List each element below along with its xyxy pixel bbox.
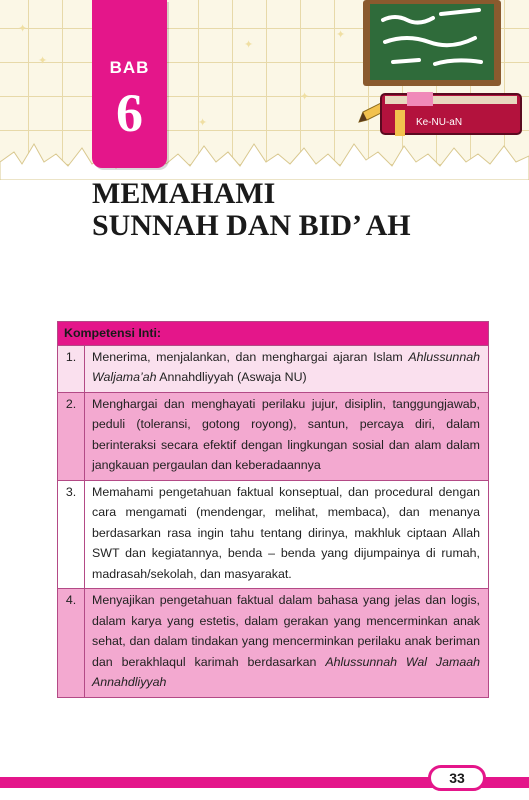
table-row [58, 589, 489, 698]
star-decoration: ✦ [38, 55, 48, 67]
row-text: Menghargai dan menghayati perilaku jujur, disiplin, tanggungjawab, peduli (toleransi, gotong royong), santun, percaya diri, dalam berinteraksi secara efektif dengan lingkungan sosial dan alam dalam jangkauan pergaulan dan keberadaannya [85, 392, 489, 480]
row-text-part: Menyajikan pengetahuan faktual dalam bahasa yang jelas dan logis, dalam karya yang estetis, dalam gerakan yang mencerminkan anak sehat, dan dalam tindakan yang mencerminkan perilaku anak beriman dan berakhlaqul karimah berdasarkan [92, 593, 480, 669]
star-decoration: ✦ [336, 29, 346, 41]
row-text-tail: Annahdliyyah (Aswaja NU) [156, 370, 307, 384]
star-decoration: ✦ [18, 23, 28, 35]
table-header-row [58, 322, 489, 346]
table-row [58, 345, 489, 392]
kompetensi-header: Kompetensi Inti: [58, 322, 489, 346]
kompetensi-inti-table [57, 321, 489, 698]
star-decoration: ✦ [244, 39, 254, 51]
chapter-title [92, 178, 411, 242]
page-number: 33 [428, 765, 486, 791]
book-icon [381, 92, 521, 136]
row-number: 1. [58, 345, 85, 392]
star-decoration: ✦ [198, 117, 208, 129]
book-label: Ke-NU-aN [415, 117, 463, 128]
star-decoration: ✦ [300, 91, 310, 103]
row-text [85, 345, 489, 392]
row-text-italic: Ahlussunnah Wal Jamaah Annahdliyyah [92, 654, 480, 689]
chapter-number: 6 [116, 83, 143, 143]
row-number: 2. [58, 392, 85, 480]
chapter-tab [92, 0, 167, 168]
chapter-title-line-2: SUNNAH DAN BID’ AH [92, 209, 411, 242]
torn-paper-edge [0, 140, 529, 180]
chapter-label: BAB [109, 58, 150, 77]
chalkboard-icon [363, 0, 501, 86]
row-number: 3. [58, 480, 85, 589]
table-row [58, 392, 489, 480]
row-number: 4. [58, 589, 85, 698]
row-text-italic: Ahlussunnah Waljama’ah [92, 349, 480, 384]
row-text [85, 589, 489, 698]
row-text: Memahami pengetahuan faktual konseptual, dan procedural dengan cara mengamati (mendengar, melihat, membaca), dan menanya berdasarkan rasa ingin tahu tentang dirinya, makhluk ciptaan Allah SWT dan kegiatannya, benda – benda yang dijumpainya di rumah, madrasah/sekolah, dan masyarakat. [85, 480, 489, 589]
row-text-part: Menerima, menjalankan, dan menghargai ajaran Islam [92, 349, 409, 364]
chapter-title-line-1: MEMAHAMI [92, 177, 276, 210]
table-row [58, 480, 489, 589]
